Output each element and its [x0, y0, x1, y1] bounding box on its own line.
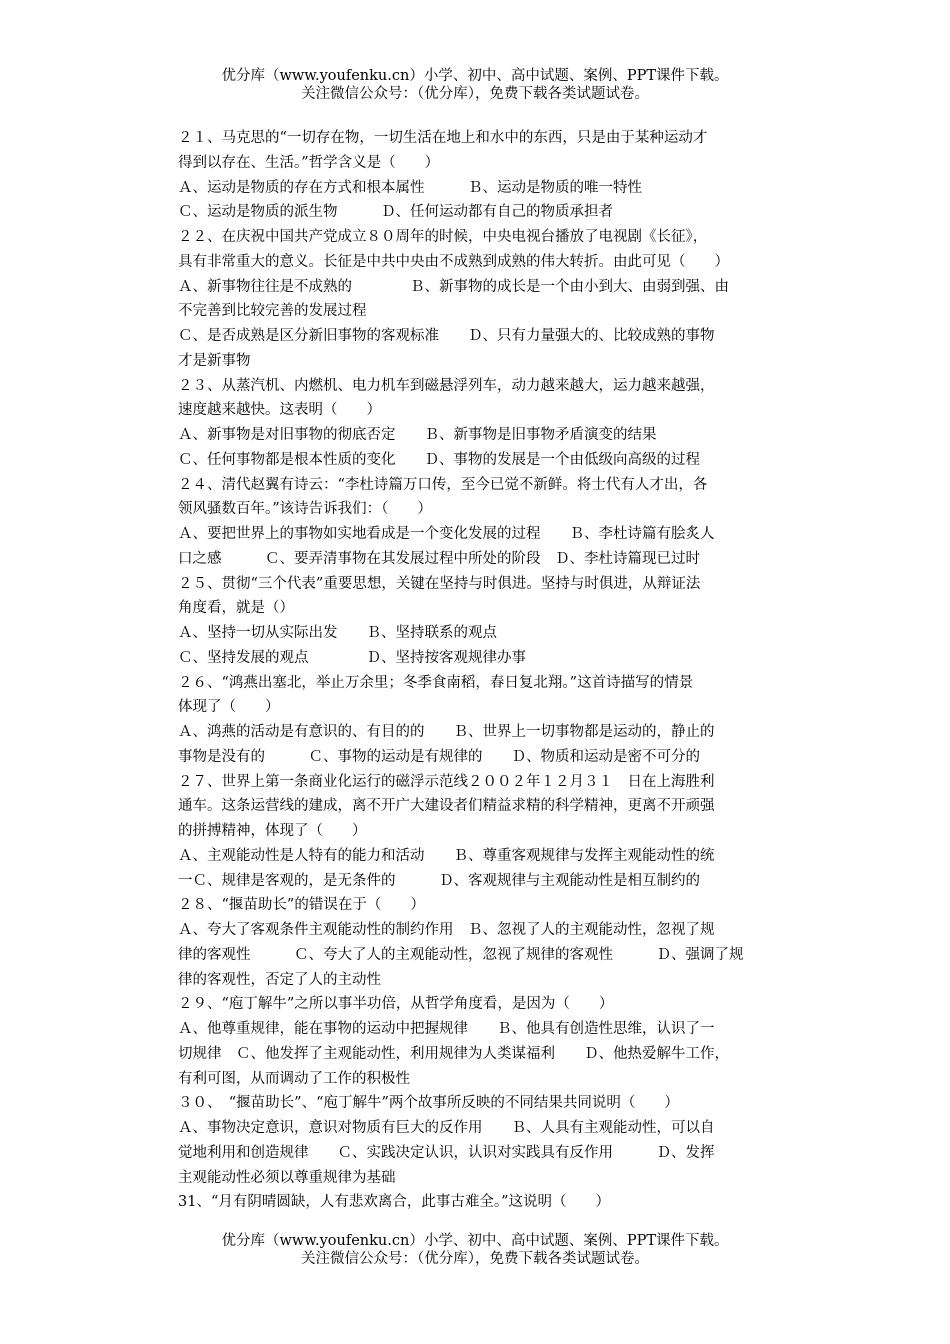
page-header — [0, 67, 950, 103]
text-line: 觉地利用和创造规律 Ｃ、实践决定认识，认识对实践具有反作用 Ｄ、发挥 — [178, 1144, 715, 1161]
text-line: Ａ、新事物往往是不成熟的 Ｂ、新事物的成长是一个由小到大、由弱到强、由 — [178, 278, 729, 295]
text-line: Ｃ、是否成熟是区分新旧事物的客观标准 Ｄ、只有力量强大的、比较成熟的事物 — [178, 328, 715, 344]
text-line: Ａ、主观能动性是人特有的能力和活动 Ｂ、尊重客观规律与发挥主观能动性的统 — [178, 847, 715, 864]
text-line: 一Ｃ、规律是客观的，是无条件的 Ｄ、客观规律与主观能动性是相互制约的 — [178, 872, 700, 889]
text-line: 的拼搏精神，体现了（ ） — [178, 823, 367, 839]
text-line: 领风骚数百年。”该诗告诉我们：（ ） — [178, 501, 432, 518]
page-footer — [0, 1232, 950, 1268]
text-line: 切规律 Ｃ、他发挥了主观能动性，利用规律为人类谋福利 Ｄ、他热爱解牛工作， — [178, 1045, 729, 1062]
text-line: 通车。这条运营线的建成，离不开广大建设者们精益求精的科学精神，更离不开顽强 — [178, 798, 715, 815]
text-line: 不完善到比较完善的发展过程 — [178, 303, 367, 320]
text-line: Ａ、运动是物质的存在方式和根本属性 Ｂ、运动是物质的唯一特性 — [178, 179, 642, 196]
text-line: 角度看，就是（） — [178, 600, 294, 617]
footer-line-1: 优分库（www.youfenku.cn）小学、初中、高中试题、案例、PPT课件下载。 — [221, 1233, 729, 1249]
text-line: 体现了（ ） — [178, 699, 280, 716]
text-line: ２４、清代赵翼有诗云：“李杜诗篇万口传，至今已觉不新鲜。将士代有人才出，各 — [178, 476, 708, 493]
question-body — [178, 126, 812, 1215]
text-line: 速度越来越快。这表明（ ） — [178, 402, 381, 419]
text-line: ２８、“揠苗助长”的错误在于（ ） — [178, 897, 425, 914]
text-line: ３０、 “揠苗助长”、“庖丁解牛”两个故事所反映的不同结果共同说明（ ） — [178, 1095, 679, 1112]
text-line: Ａ、新事物是对旧事物的彻底否定 Ｂ、新事物是旧事物矛盾演变的结果 — [178, 427, 657, 443]
text-line: 律的客观性，否定了人的主动性 — [178, 971, 381, 988]
text-line: Ｃ、任何事物都是根本性质的变化 Ｄ、事物的发展是一个由低级向高级的过程 — [178, 451, 700, 468]
header-line-2: 关注微信公众号：（优分库），免费下载各类试题试卷。 — [301, 86, 649, 102]
text-line: 31、“月有阴晴圆缺，人有悲欢离合，此事古难全。”这说明（ ） — [178, 1194, 611, 1211]
text-line: 具有非常重大的意义。长征是中共中央由不成熟到成熟的伟大转折。由此可见（ ） — [178, 253, 729, 270]
text-line: 才是新事物 — [178, 352, 251, 369]
text-line: Ａ、他尊重规律，能在事物的运动中把握规律 Ｂ、他具有创造性思维，认识了一 — [178, 1021, 715, 1037]
text-line: 主观能动性必须以尊重规律为基础 — [178, 1169, 396, 1186]
text-line: 有利可图，从而调动了工作的积极性 — [178, 1070, 410, 1087]
text-line: ２１、马克思的“一切存在物，一切生活在地上和水中的东西，只是由于某种运动才 — [178, 130, 708, 146]
text-line: ２２、在庆祝中国共产党成立８０周年的时候，中央电视台播放了电视剧《长征》， — [178, 229, 708, 245]
text-line: 得到以存在、生活。”哲学含义是（ ） — [178, 154, 440, 171]
text-line: ２７、世界上第一条商业化运行的磁浮示范线２００２年１２月３１ 日在上海胜利 — [178, 773, 715, 790]
text-line: Ａ、夸大了客观条件主观能动性的制约作用 Ｂ、忽视了人的主观能动性，忽视了规 — [178, 922, 715, 938]
text-line: Ｃ、坚持发展的观点 Ｄ、坚持按客观规律办事 — [178, 649, 526, 666]
header-line-1: 优分库（www.youfenku.cn）小学、初中、高中试题、案例、PPT课件下载。 — [221, 68, 729, 84]
text-line: 口之感 Ｃ、要弄清事物在其发展过程中所处的阶段 Ｄ、李杜诗篇现已过时 — [178, 550, 700, 567]
text-line: Ａ、坚持一切从实际出发 Ｂ、坚持联系的观点 — [178, 625, 497, 641]
footer-line-2: 关注微信公众号：（优分库），免费下载各类试题试卷。 — [301, 1251, 649, 1267]
text-line: ２９、“庖丁解牛”之所以事半功倍，从哲学角度看，是因为（ ） — [178, 996, 614, 1013]
text-line: ２６、“鸿燕出塞北，举止万余里；冬季食南稻，春日复北翔。”这首诗描写的情景 — [178, 674, 694, 691]
text-line: ２３、从蒸汽机、内燃机、电力机车到磁悬浮列车，动力越来越大，运力越来越强， — [178, 377, 715, 394]
text-line: Ａ、事物决定意识，意识对物质有巨大的反作用 Ｂ、人具有主观能动性，可以自 — [178, 1120, 715, 1136]
text-line: 事物是没有的 Ｃ、事物的运动是有规律的 Ｄ、物质和运动是密不可分的 — [178, 748, 700, 765]
text-line: Ａ、要把世界上的事物如实地看成是一个变化发展的过程 Ｂ、李杜诗篇有脍炙人 — [178, 526, 715, 542]
text-line: Ｃ、运动是物质的派生物 Ｄ、任何运动都有自己的物质承担者 — [178, 204, 613, 221]
text-line: 律的客观性 Ｃ、夸大了人的主观能动性，忽视了规律的客观性 Ｄ、强调了规 — [178, 946, 744, 963]
text-line: Ａ、鸿燕的活动是有意识的、有目的的 Ｂ、世界上一切事物都是运动的，静止的 — [178, 724, 715, 740]
text-line: ２５、贯彻“三个代表”重要思想，关键在坚持与时俱进。坚持与时俱进，从辩证法 — [178, 575, 701, 592]
